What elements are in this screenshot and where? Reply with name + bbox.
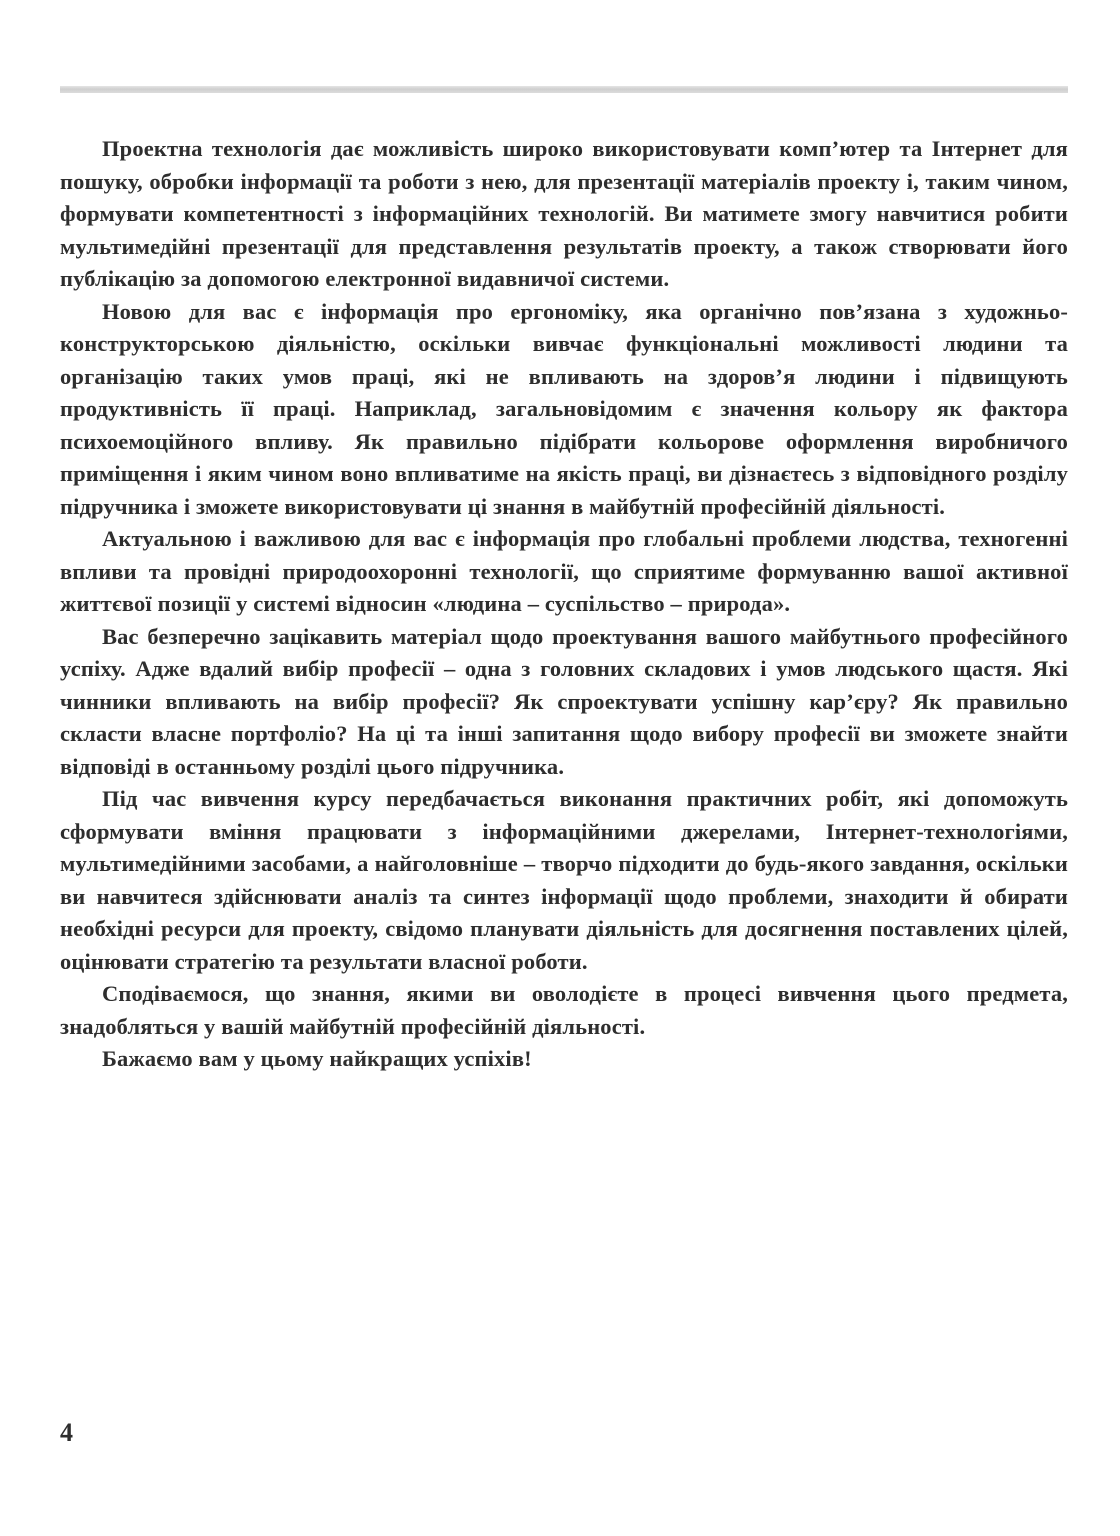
paragraph: Вас безперечно зацікавить матеріал щодо проектування вашого майбутнього професійного успіху. Адже вдалий вибір професії – одна з головних складових і умов людського щастя. Які чинники впливають на вибір професії? Як спроектувати успішну кар’єру? Як правильно скласти власне портфоліо? На ці та інші запитання щодо вибору професії ви зможете знайти відповіді в останньому розділі цього підручника. — [60, 623, 1068, 779]
paragraph: Актуальною і важливою для вас є інформація про глобальні проблеми людства, техногенні впливи та провідні природоохоронні технології, що сприятиме формуванню вашої активної життєвої позиції у системі відносин «людина – суспільство – природа». — [60, 526, 1068, 616]
page-number: 4 — [60, 1418, 73, 1447]
paragraph: Сподіваємося, що знання, якими ви оволодієте в процесі вивчення цього предмета, знадобляться у вашій майбутній професійній діяльності. — [60, 981, 1068, 1039]
page-body — [60, 133, 1068, 1076]
paragraph: Новою для вас є інформація про ергономіку, яка органічно пов’язана з художньо-конструкторською діяльністю, оскільки вивчає функціональні можливості людини та організацію таких умов праці, які не впливають на здоров’я людини і підвищують продуктивність її праці. Наприклад, загальновідомим є значення кольору як фактора психоемоційного впливу. Як правильно підібрати кольорове оформлення виробничого приміщення і яким чином воно впливатиме на якість праці, ви дізнаєтесь з відповідного розділу підручника і зможете використовувати ці знання в майбутній професійній діяльності. — [60, 298, 1068, 519]
paragraph: Бажаємо вам у цьому найкращих успіхів! — [102, 1046, 532, 1071]
paragraph: Під час вивчення курсу передбачається виконання практичних робіт, які допоможуть сформувати вміння працювати з інформаційними джерелами, Інтернет-технологіями, мультимедійними засобами, а найголовніше – творчо підходити до будь-якого завдання, оскільки ви навчитеся здійснювати аналіз та синтез інформації щодо проблеми, знаходити й обирати необхідні ресурси для проекту, свідомо планувати діяльність для досягнення поставлених цілей, оцінювати стратегію та результати власної роботи. — [60, 786, 1068, 974]
header-rule — [60, 86, 1068, 93]
paragraph: Проектна технологія дає можливість широко використовувати комп’ютер та Інтернет для пошуку, обробки інформації та роботи з нею, для презентації матеріалів проекту і, таким чином, формувати компетентності з інформаційних технологій. Ви матимете змогу навчитися робити мультимедійні презентації для представлення результатів проекту, а також створювати його публікацію за допомогою електронної видавничої системи. — [60, 136, 1068, 291]
